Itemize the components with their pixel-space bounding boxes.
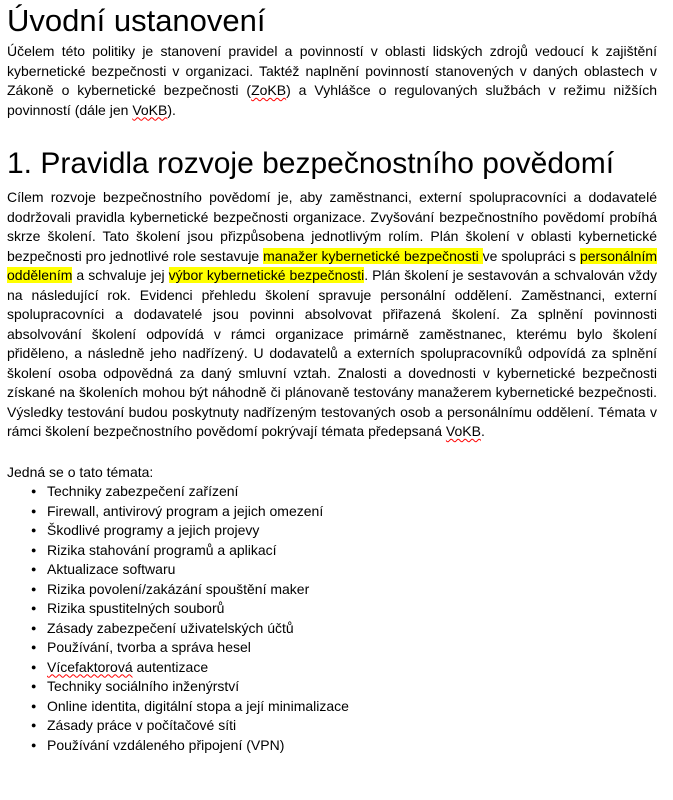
topic-item — [7, 521, 657, 541]
topic-item — [7, 580, 657, 600]
body-paragraph — [7, 188, 657, 442]
misspelled-word: VoKB — [445, 423, 481, 439]
topic-item — [7, 658, 657, 678]
text-run: Cílem rozvoje bezpečnostního povědomí je, aby zaměstnanci, externí spolupracovníci a dodavatelé dodržovali pravidla kybernetické bezpečnosti organizace. Zvyšování bezpečnostního povědomí probíhá skrze školení. Tato školení jsou přizpůsobena jednotlivým rolím. Plán školení v oblasti kybernetické bezpečnosti pro jednotlivé role sestavuje — [7, 189, 657, 264]
topic-item — [7, 697, 657, 717]
text-run: Účelem této politiky je stanovení pravidel a povinností v oblasti lidských zdrojů vedoucí k zajištění kybernetické bezpečnosti v organizaci. Taktéž naplnění povinností stanovených v daných oblastech v Zákoně o kybernetické bezpečnosti ( — [7, 43, 657, 98]
topics-list — [7, 482, 657, 755]
highlighted-text: personálním oddělením — [7, 247, 657, 283]
text-run: Používání vzdáleného připojení (VPN) — [47, 736, 285, 753]
text-run: Techniky sociálního inženýrství — [47, 678, 240, 694]
highlighted-text: manažer kybernetické bezpečnosti — [263, 247, 483, 264]
text-run: Aktualizace softwaru — [47, 561, 176, 577]
topic-item — [7, 736, 657, 756]
topic-item — [7, 541, 657, 561]
text-run: Zásady práce v počítačové síti — [47, 717, 237, 733]
topic-item — [7, 716, 657, 736]
text-run: Techniky zabezpečení zařízení — [47, 483, 239, 499]
topic-item — [7, 677, 657, 697]
text-run: Rizika povolení/zakázání spouštění maker — [47, 580, 310, 597]
text-run: Online identita, digitální stopa a její minimalizace — [47, 697, 349, 714]
text-run: Škodlivé programy a jejich projevy — [47, 522, 260, 538]
section-heading: 1. Pravidla rozvoje bezpečnostního povědomí — [7, 147, 615, 180]
topic-item — [7, 638, 657, 658]
topic-item — [7, 482, 657, 502]
text-run: Používání, tvorba a správa hesel — [47, 639, 251, 655]
topic-item — [7, 599, 657, 619]
text-run: Zásady zabezpečení uživatelských účtů — [47, 619, 294, 636]
text-run: . — [480, 423, 485, 439]
topic-item — [7, 560, 657, 580]
topic-item — [7, 502, 657, 522]
text-run: Firewall, antivirový program a jejich omezení — [47, 502, 324, 519]
text-run: Rizika stahování programů a aplikací — [47, 541, 277, 558]
text-run: . Plán školení je sestavován a schvalován vždy na následující rok. Evidenci přehledu školení spravuje personální oddělení. Zaměstnanci, externí spolupracovníci a dodavatelé jsou povinni absolvovat přiřazená školení. Za splnění povinnosti absolvování školení odpovídá v rámci organizace primárně zaměstnanec, kterému bylo školení přiděleno, a následně jeho nadřízený. U dodavatelů a externích spolupracovníků odpovídá za splnění školení osoba odpovědná za daný smluvní vztah. Znalosti a dovednosti v kybernetické bezpečnosti získané na školeních mohou být náhodně či plánovaně testovány manažerem kybernetické bezpečnosti. Výsledky testování budou poskytnuty nadřízeným testovaných osob a personálnímu oddělení. Témata v rámci školení bezpečnostního povědomí pokrývají témata předepsaná — [7, 267, 658, 439]
misspelled-word: VoKB — [132, 101, 168, 118]
misspelled-word: ZoKB — [251, 82, 287, 98]
list-intro: Jedná se o tato témata: — [7, 463, 154, 480]
text-run: a schvaluje jej — [72, 267, 169, 283]
highlighted-text: výbor kybernetické bezpečnosti — [168, 267, 365, 283]
document-title: Úvodní ustanovení — [7, 3, 266, 38]
misspelled-word: Vícefaktorová — [47, 658, 133, 675]
intro-paragraph — [7, 42, 657, 120]
text-run: ). — [167, 101, 176, 118]
text-run: ve spolupráci s — [482, 247, 580, 264]
text-run: ) a Vyhlášce o regulovaných službách v režimu nižších povinností (dále jen — [7, 82, 658, 118]
text-run: autentizace — [132, 658, 209, 675]
topic-item — [7, 619, 657, 639]
text-run: Rizika spustitelných souborů — [47, 600, 225, 616]
